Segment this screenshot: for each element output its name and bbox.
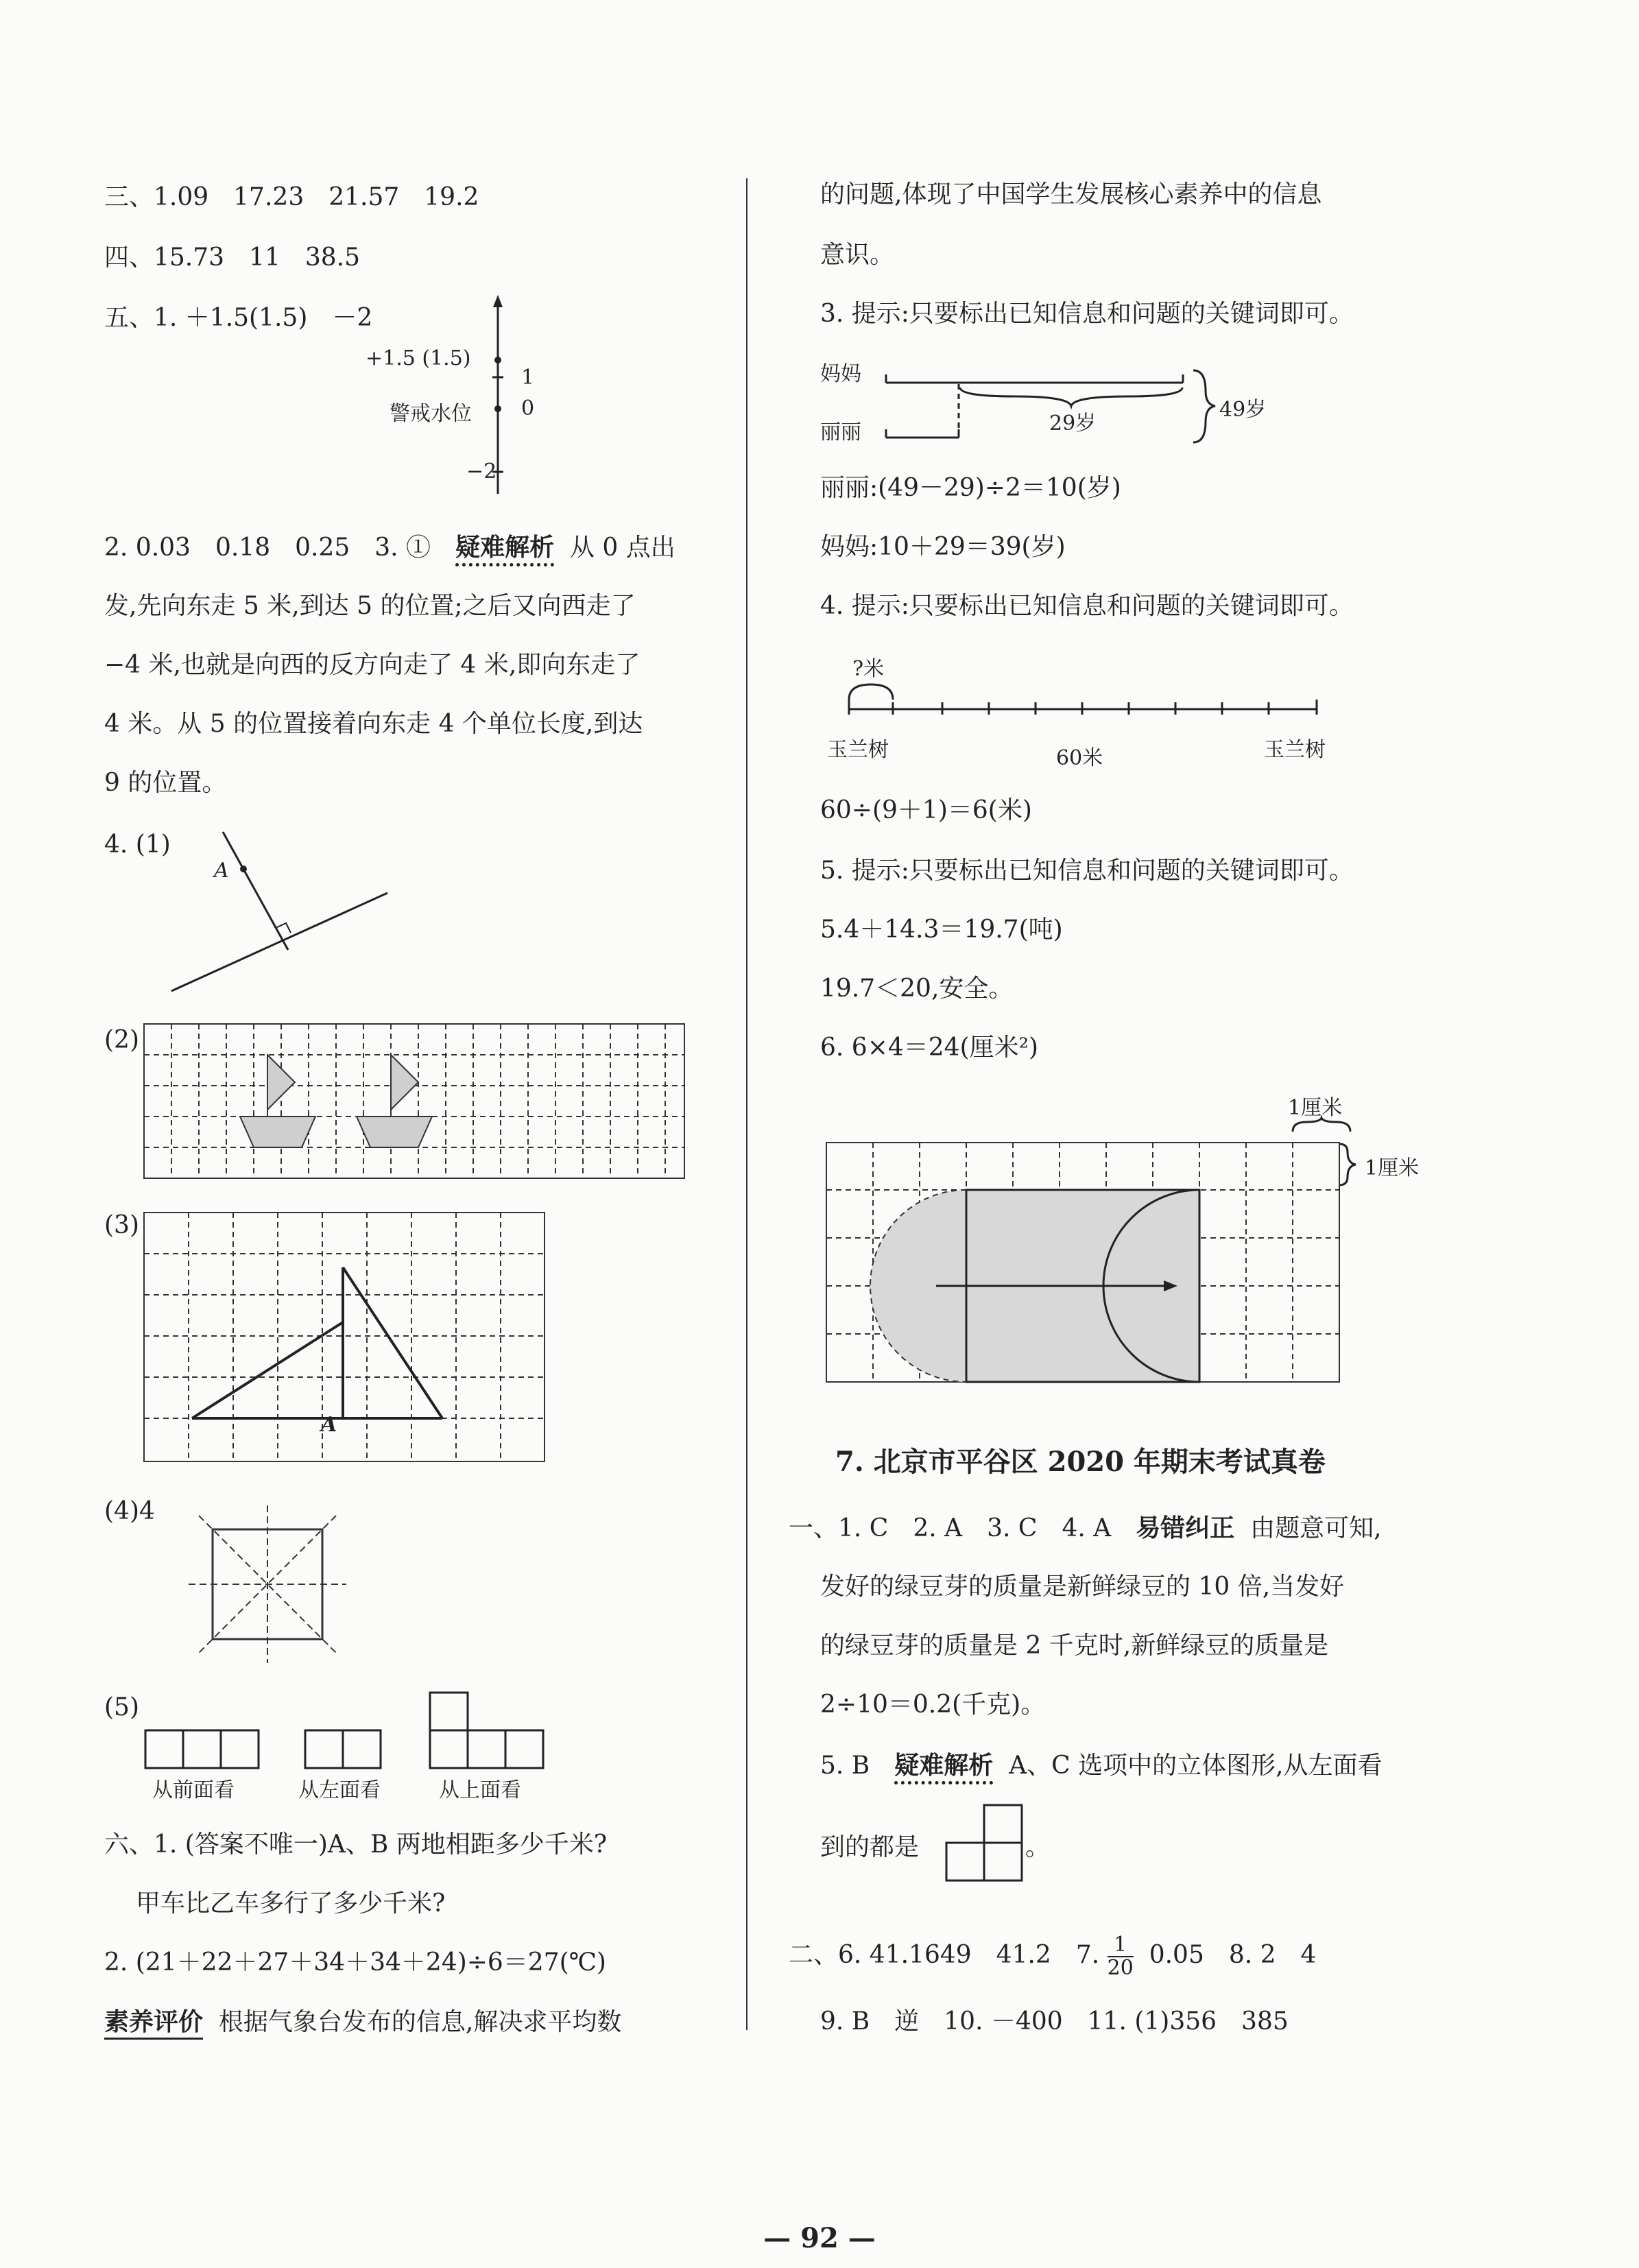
fraction-one-twentieth: $\frac{1}{20}$	[1107, 1933, 1134, 1980]
section-6-evaluation: 素养评价 根据气象台发布的信息,解决求平均数	[104, 2007, 621, 2038]
numline-label-neg2: −2	[466, 459, 497, 484]
s1-line-1: 一、1. C 2. A 3. C 4. A 易错纠正 由题意可知,	[789, 1514, 1382, 1542]
section-5-q2-line4: 4 米。从 5 的位置接着向东走 4 个单位长度,到达	[104, 710, 643, 738]
lili-calc: 丽丽:(49－29)÷2＝10(岁)	[820, 474, 1121, 502]
q5-calc-2: 19.7＜20,安全。	[820, 975, 1014, 1003]
square-symmetry-figure	[185, 1502, 350, 1667]
error-correction-tag: 易错纠正	[1136, 1514, 1235, 1542]
hard-analysis-tag-2: 疑难解析	[894, 1751, 993, 1784]
tree-line-diagram	[844, 679, 1324, 720]
page-number: — 92 —	[763, 2222, 876, 2254]
s2-line-1: 二、6. 41.1649 41.2 7. $\frac{1}{20}$ 0.05 8. 2 4	[789, 1933, 1317, 1980]
q5-calc-1: 5.4＋14.3＝19.7(吨)	[820, 916, 1063, 944]
one-cm-top-label: 1厘米	[1288, 1096, 1343, 1120]
number-line-figure	[357, 295, 562, 494]
q4-1-label: 4. (1)	[104, 831, 171, 859]
quality-eval-tag: 素养评价	[104, 2007, 203, 2040]
section-5-q1: 五、1. ＋1.5(1.5) －2	[104, 304, 373, 332]
section-6-q2: 2. (21＋22＋27＋34＋34＋24)÷6＝27(℃)	[104, 1948, 606, 1977]
three-views-figure	[144, 1691, 555, 1773]
numline-label-top: +1.5 (1.5)	[366, 346, 471, 370]
section-4-answers: 四、15.73 11 38.5	[104, 243, 361, 272]
numline-label-zero: 0	[521, 396, 535, 420]
q5b-line-2a: 到的都是	[820, 1833, 920, 1861]
view-top-label: 从上面看	[439, 1778, 521, 1802]
section-title: 7. 北京市平谷区 2020 年期末考试真卷	[835, 1446, 1326, 1478]
right-line-2: 意识。	[820, 241, 895, 269]
hard-analysis-tag: 疑难解析	[455, 533, 554, 566]
q4-4-label: (4)4	[104, 1497, 155, 1525]
s1-line-4: 2÷10＝0.2(千克)。	[820, 1691, 1046, 1719]
s1-line-3: 的绿豆芽的质量是 2 千克时,新鲜绿豆的质量是	[820, 1632, 1329, 1660]
age-49-label: 49岁	[1219, 398, 1267, 422]
translation-grid-figure	[826, 1118, 1368, 1420]
right-line-1: 的问题,体现了中国学生发展核心素养中的信息	[820, 180, 1322, 208]
boat-grid-figure	[144, 1024, 686, 1182]
lili-label: 丽丽	[820, 420, 861, 444]
section-5-q2-line1: 2. 0.03 0.18 0.25 3. ① 疑难解析 从 0 点出	[104, 532, 675, 563]
one-cm-right-label: 1厘米	[1365, 1156, 1420, 1180]
question-meter-label: ?米	[852, 657, 885, 681]
q4-2-label: (2)	[104, 1026, 139, 1054]
s2-line-2: 9. B 逆 10. －400 11. (1)356 385	[820, 2007, 1289, 2036]
left-view-shape	[936, 1802, 1032, 1885]
section-5-q2-line5: 9 的位置。	[104, 769, 227, 797]
q5b-line-2b: 。	[1025, 1833, 1051, 1861]
sixty-meter-label: 60米	[1056, 746, 1103, 770]
right-q5: 5. 提示:只要标出已知信息和问题的关键词即可。	[820, 857, 1354, 885]
q5b-line-1: 5. B 疑难解析 A、C 选项中的立体图形,从左面看	[820, 1750, 1383, 1781]
section-6-q1-second: 甲车比乙车多行了多少千米?	[136, 1889, 446, 1918]
section-5-q2-line3: −4 米,也就是向西的反方向走了 4 米,即向东走了	[104, 651, 641, 679]
triangle-grid-figure	[144, 1213, 545, 1463]
view-front-label: 从前面看	[152, 1778, 235, 1802]
view-left-label: 从左面看	[298, 1778, 381, 1802]
s1-line-2: 发好的绿豆芽的质量是新鲜绿豆的 10 倍,当发好	[820, 1573, 1345, 1601]
numline-label-one: 1	[521, 366, 535, 390]
tree-right-label: 玉兰树	[1264, 738, 1326, 762]
perpendicular-figure	[165, 826, 398, 998]
section-5-q2-line2: 发,先向东走 5 米,到达 5 的位置;之后又向西走了	[104, 592, 636, 620]
mama-calc: 妈妈:10＋29＝39(岁)	[820, 533, 1066, 561]
q4-5-label: (5)	[104, 1693, 139, 1721]
q4-3-label: (3)	[104, 1211, 139, 1239]
section-6-q1: 六、1. (答案不唯一)A、B 两地相距多少千米?	[104, 1830, 608, 1859]
column-divider	[746, 178, 747, 2030]
right-q4: 4. 提示:只要标出已知信息和问题的关键词即可。	[820, 592, 1354, 620]
tree-left-label: 玉兰树	[827, 738, 889, 762]
right-q6: 6. 6×4＝24(厘米²)	[820, 1034, 1039, 1062]
right-q3: 3. 提示:只要标出已知信息和问题的关键词即可。	[820, 300, 1354, 328]
age-29-label: 29岁	[1049, 411, 1097, 435]
triangle-point-a: A	[321, 1413, 337, 1437]
numline-label-alert: 警戒水位	[390, 402, 472, 426]
section-3-answers: 三、1.09 17.23 21.57 19.2	[104, 183, 479, 211]
point-a-label: A	[214, 859, 229, 883]
q4-calc: 60÷(9＋1)＝6(米)	[820, 796, 1032, 824]
mama-label: 妈妈	[820, 362, 861, 386]
